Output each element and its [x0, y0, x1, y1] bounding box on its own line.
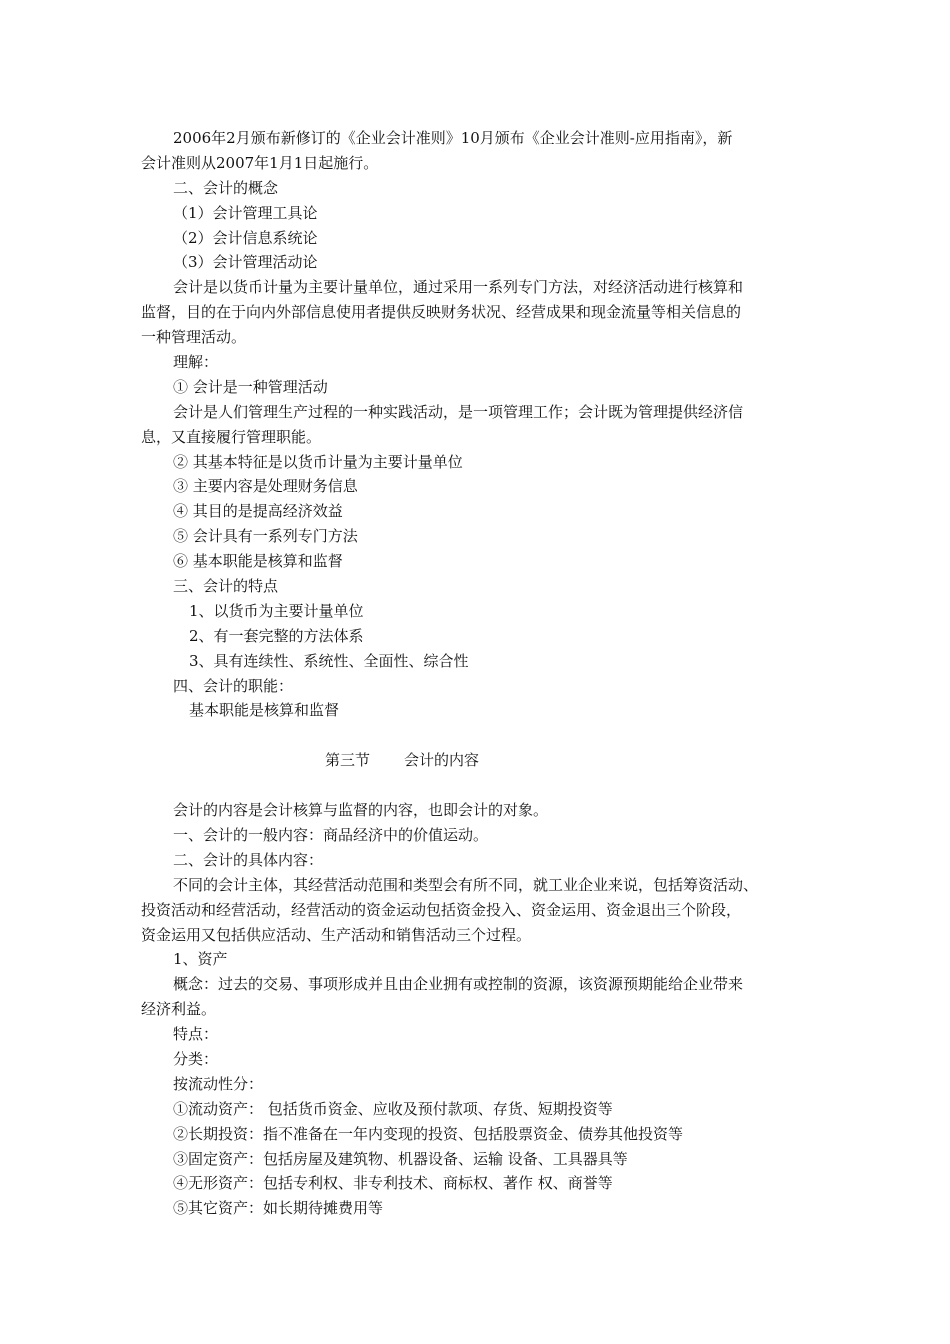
understanding-point: ⑥ 基本职能是核算和监督	[173, 552, 343, 571]
functions-text: 基本职能是核算和监督	[189, 701, 340, 720]
content-specific-line: 资金运用又包括供应活动、生产活动和销售活动三个过程。	[141, 925, 532, 944]
understanding-point: ① 会计是一种管理活动	[173, 377, 328, 396]
functions-heading: 四、会计的职能：	[173, 676, 294, 695]
asset-type: ①流动资产： 包括货币资金、应收及预付款项、存货、短期投资等	[173, 1099, 613, 1118]
content-specific-line: 不同的会计主体，其经营活动范围和类型会有所不同，就工业企业来说，包括筹资活动、	[173, 875, 759, 894]
point-detail-line: 会计是人们管理生产过程的一种实践活动，是一项管理工作；会计既为管理提供经济信	[173, 402, 744, 421]
feature-item: 2、有一套完整的方法体系	[189, 626, 364, 645]
feature-item: 3、具有连续性、系统性、全面性、综合性	[189, 651, 469, 670]
concept-heading: 二、会计的概念	[173, 178, 279, 197]
asset-type: ③固定资产：包括房屋及建筑物、机器设备、运输 设备、工具器具等	[173, 1149, 628, 1168]
section-number: 第三节	[325, 751, 371, 770]
intro-line-1: 2006年2月颁布新修订的《企业会计准则》10月颁布《企业会计准则-应用指南》，新	[173, 129, 733, 147]
understanding-point: ③ 主要内容是处理财务信息	[173, 477, 358, 496]
spacer	[141, 723, 812, 748]
feature-item: 1、以货币为主要计量单位	[189, 601, 364, 620]
assets-concept-line: 经济利益。	[141, 1000, 217, 1019]
assets-features-label: 特点：	[173, 1025, 219, 1044]
asset-type: ②长期投资：指不准备在一年内变现的投资、包括股票资金、债券其他投资等	[173, 1124, 684, 1143]
assets-liquidity-label: 按流动性分：	[173, 1074, 264, 1093]
section-title	[141, 748, 812, 773]
understanding-label: 理解：	[173, 353, 219, 372]
content-specific-heading: 二、会计的具体内容：	[173, 850, 324, 869]
understanding-point: ④ 其目的是提高经济效益	[173, 502, 343, 521]
theory-item: （1）会计管理工具论	[173, 203, 318, 222]
assets-concept-line: 概念：过去的交易、事项形成并且由企业拥有或控制的资源，该资源预期能给企业带来	[173, 975, 744, 994]
theory-item: （2）会计信息系统论	[173, 228, 318, 247]
point-detail-line: 息，又直接履行管理职能。	[141, 427, 322, 446]
understanding-point: ② 其基本特征是以货币计量为主要计量单位	[173, 452, 463, 471]
theory-item: （3）会计管理活动论	[173, 253, 318, 272]
understanding-point: ⑤ 会计具有一系列专门方法	[173, 527, 358, 546]
intro-line-2: 会计准则从2007年1月1日起施行。	[141, 153, 379, 172]
definition-line: 一种管理活动。	[141, 328, 247, 347]
asset-type: ⑤其它资产：如长期待摊费用等	[173, 1199, 384, 1218]
content-general: 一、会计的一般内容：商品经济中的价值运动。	[173, 825, 489, 844]
assets-heading: 1、资产	[173, 950, 228, 969]
section-name: 会计的内容	[404, 751, 480, 770]
content-intro: 会计的内容是会计核算与监督的内容，也即会计的对象。	[173, 801, 549, 820]
definition-line: 会计是以货币计量为主要计量单位，通过采用一系列专门方法，对经济活动进行核算和	[173, 278, 744, 297]
definition-line: 监督，目的在于向内外部信息使用者提供反映财务状况、经营成果和现金流量等相关信息的	[141, 303, 742, 322]
assets-classification-label: 分类：	[173, 1049, 219, 1068]
spacer	[141, 773, 812, 798]
content-specific-line: 投资活动和经营活动，经营活动的资金运动包括资金投入、资金运用、资金退出三个阶段，	[141, 900, 742, 919]
features-heading: 三、会计的特点	[173, 577, 279, 596]
asset-type: ④无形资产：包括专利权、非专利技术、商标权、著作 权、商誉等	[173, 1174, 613, 1193]
